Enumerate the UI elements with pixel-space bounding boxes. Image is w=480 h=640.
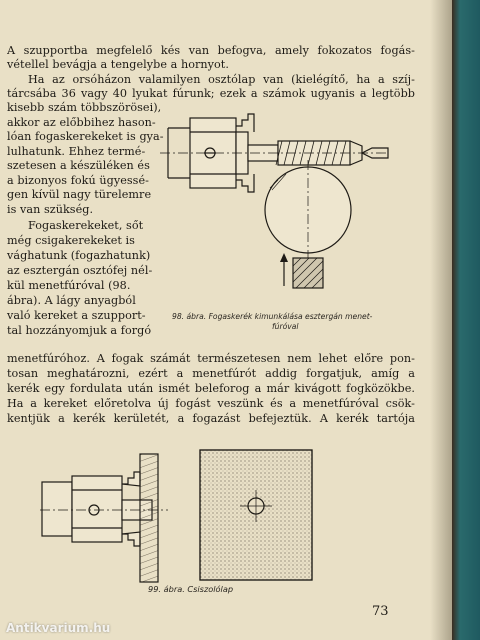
- text-line: kentjük a kerék kerületét, a fogazást befejeztük. A kerék tartója: [7, 412, 415, 425]
- book-cover-edge: [452, 0, 480, 640]
- text-line: tosan meghatározni, ezért a menetfúrót addig forgatjuk, amíg a: [7, 367, 415, 380]
- figure-98-caption-line2: fúróval: [272, 322, 299, 331]
- text-line: is van szükség.: [7, 203, 94, 216]
- page-number: 73: [372, 604, 389, 619]
- text-line: akkor az előbbihez hason-: [7, 116, 156, 129]
- figure-98-drawing: [160, 108, 420, 308]
- text-line: való kereket a szupport-: [7, 309, 146, 322]
- text-line: gen kívül nagy türelemre: [7, 188, 152, 201]
- text-line: lulhatunk. Ehhez termé-: [7, 145, 146, 158]
- text-line: szetesen a készüléken és: [7, 159, 150, 172]
- figure-99-drawing: [40, 440, 330, 590]
- text-line: Ha az orsóházon valamilyen osztólap van (kielégítő, ha a szíj-: [28, 73, 415, 86]
- text-line: Fogaskerekeket, sőt: [28, 219, 144, 232]
- text-line: még csigakerekeket is: [7, 234, 135, 247]
- text-line: A szupportba megfelelő kés van befogva, amely fokozatos fogás-: [7, 44, 415, 57]
- figure-98-caption-line1: 98. ábra. Fogaskerék kimunkálása esztergán menet-: [172, 312, 373, 321]
- text-line: tal hozzányomjuk a forgó: [7, 324, 152, 337]
- text-line: kisebb szám többszörösei),: [7, 101, 162, 114]
- text-line: a bizonyos fokú ügyessé-: [7, 174, 149, 187]
- text-line: vétellel bevágja a tengelybe a hornyot.: [7, 58, 229, 71]
- text-line: kül menetfúróval (98.: [7, 279, 131, 292]
- text-line: Ha a kereket előretolva új fogást veszünk és a menetfúróval csök-: [7, 397, 415, 410]
- text-line: vághatunk (fogazhatunk): [7, 249, 151, 262]
- text-line: ábra). A lágy anyagból: [7, 294, 136, 307]
- watermark: Antikvarium.hu: [6, 621, 111, 635]
- text-line: menetfúróhoz. A fogak számát természetesen nem lehet előre pon-: [7, 352, 415, 365]
- text-line: tárcsába 36 vagy 40 lyukat fúrunk; ezek a számok ugyanis a legtöbb: [7, 87, 415, 100]
- figure-99-caption: 99. ábra. Csiszolólap: [148, 584, 234, 594]
- text-line: az esztergán osztófej nél-: [7, 264, 153, 277]
- text-line: kerék egy fordulata után ismét beleforog a már kivágott fogközökbe.: [7, 382, 415, 395]
- text-line: lóan fogaskerekeket is gya-: [7, 130, 164, 143]
